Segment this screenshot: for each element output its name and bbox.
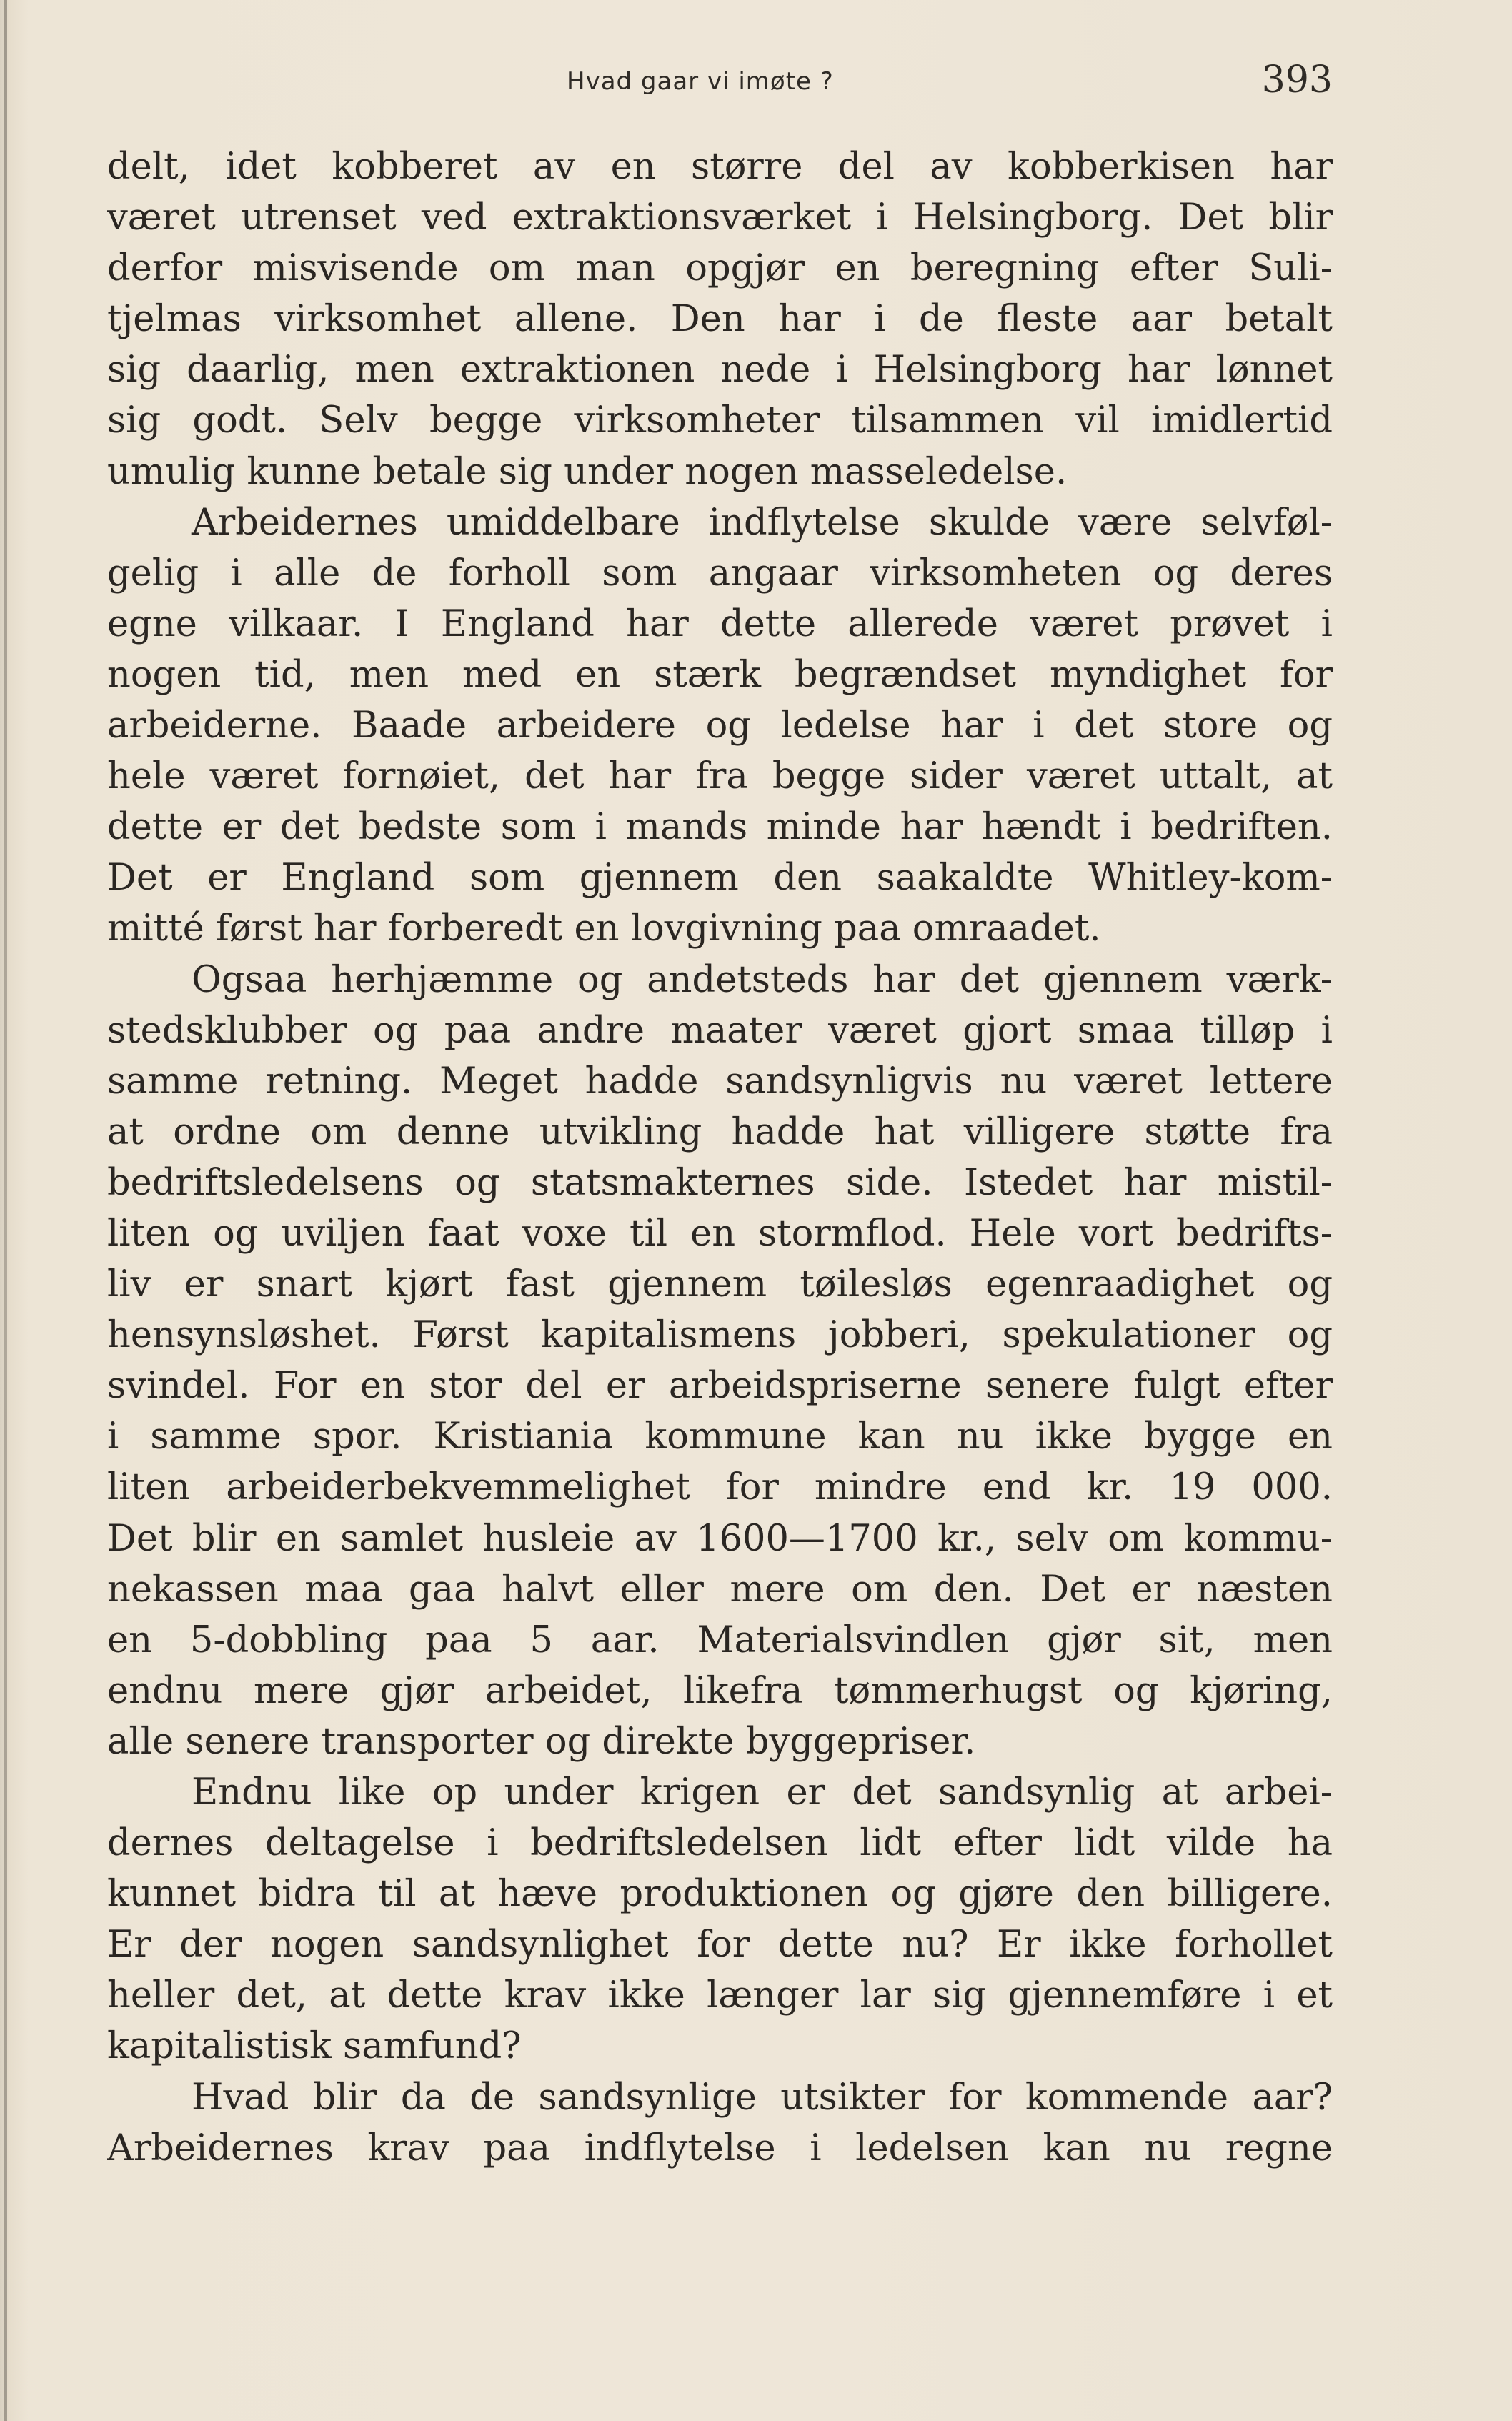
text-line: bedriftsledelsens og statsmakternes side. Istedet har mistil- xyxy=(107,1161,1333,1204)
text-line: hensynsløshet. Først kapitalismens jobberi, spekulationer og xyxy=(107,1314,1333,1357)
text-line: samme retning. Meget hadde sandsynligvis nu været lettere xyxy=(107,1060,1333,1103)
text-line: Er der nogen sandsynlighet for dette nu? Er ikke forhollet xyxy=(107,1924,1333,1967)
text-line: liv er snart kjørt fast gjennem tøilesløs egenraadighet og xyxy=(107,1263,1333,1306)
text-line: en 5-dobbling paa 5 aar. Materialsvindlen gjør sit, men xyxy=(107,1619,1333,1661)
page-number: 393 xyxy=(1261,59,1333,101)
text-line: arbeiderne. Baade arbeidere og ledelse har i det store og xyxy=(107,705,1333,747)
text-line: liten arbeiderbekvemmelighet for mindre end kr. 19 000. xyxy=(107,1466,1333,1509)
text-line: svindel. For en stor del er arbeidspriserne senere fulgt efter xyxy=(107,1365,1333,1408)
text-line: dernes deltagelse i bedriftsledelsen lidt efter lidt vilde ha xyxy=(107,1822,1333,1865)
page-header xyxy=(107,59,1333,109)
text-line: gelig i alle de forholl som angaar virksomheten og deres xyxy=(107,552,1333,595)
paragraph-start-line: Hvad blir da de sandsynlige utsikter for kommende aar? xyxy=(192,2076,1333,2119)
text-line: været utrenset ved extraktionsværket i Helsingborg. Det blir xyxy=(107,197,1333,239)
text-line: Det er England som gjennem den saakaldte Whitley-kom- xyxy=(107,857,1333,900)
paragraph-start-line: Endnu like op under krigen er det sandsynlig at arbei- xyxy=(192,1771,1333,1814)
text-line: egne vilkaar. I England har dette allerede været prøvet i xyxy=(107,602,1333,645)
paragraph-start-line: Ogsaa herhjæmme og andetsteds har det gjennem værk- xyxy=(192,958,1333,1001)
text-line: kapitalistisk samfund? xyxy=(107,2025,522,2068)
text-line: heller det, at dette krav ikke længer lar sig gjennemføre i et xyxy=(107,1974,1333,2017)
text-line: sig daarlig, men extraktionen nede i Helsingborg har lønnet xyxy=(107,349,1333,392)
text-line: delt, idet kobberet av en større del av kobberkisen har xyxy=(107,146,1333,188)
text-line: tjelmas virksomhet allene. Den har i de fleste aar betalt xyxy=(107,298,1333,341)
text-line: mitté først har forberedt en lovgivning paa omraadet. xyxy=(107,908,1101,950)
paragraph-start-line: Arbeidernes umiddelbare indflytelse skulde være selvføl- xyxy=(192,501,1333,544)
body-text xyxy=(107,141,1333,2174)
text-line: nekassen maa gaa halvt eller mere om den. Det er næsten xyxy=(107,1568,1333,1611)
text-line: kunnet bidra til at hæve produktionen og gjøre den billigere. xyxy=(107,1873,1333,1916)
running-title: Hvad gaar vi imøte ? xyxy=(567,67,834,96)
page-binding-edge xyxy=(4,0,7,2421)
text-line: liten og uviljen faat voxe til en stormflod. Hele vort bedrifts- xyxy=(107,1212,1333,1255)
text-line: alle senere transporter og direkte byggepriser. xyxy=(107,1720,976,1763)
text-line: Arbeidernes krav paa indflytelse i ledelsen kan nu regne xyxy=(107,2127,1333,2169)
text-line: sig godt. Selv begge virksomheter tilsammen vil imidlertid xyxy=(107,399,1333,442)
text-line: dette er det bedste som i mands minde har hændt i bedriften. xyxy=(107,806,1333,849)
text-line: nogen tid, men med en stærk begrændset myndighet for xyxy=(107,653,1333,696)
text-line: derfor misvisende om man opgjør en beregning efter Suli- xyxy=(107,247,1333,290)
text-line: i samme spor. Kristiania kommune kan nu ikke bygge en xyxy=(107,1416,1333,1458)
text-line: Det blir en samlet husleie av 1600—1700 kr., selv om kommu- xyxy=(107,1517,1333,1560)
text-line: umulig kunne betale sig under nogen masseledelse. xyxy=(107,450,1068,493)
text-line: hele været fornøiet, det har fra begge sider været uttalt, at xyxy=(107,755,1333,798)
text-line: stedsklubber og paa andre maater været gjort smaa tilløp i xyxy=(107,1009,1333,1052)
text-line: endnu mere gjør arbeidet, likefra tømmerhugst og kjøring, xyxy=(107,1669,1333,1712)
text-line: at ordne om denne utvikling hadde hat villigere støtte fra xyxy=(107,1110,1333,1153)
